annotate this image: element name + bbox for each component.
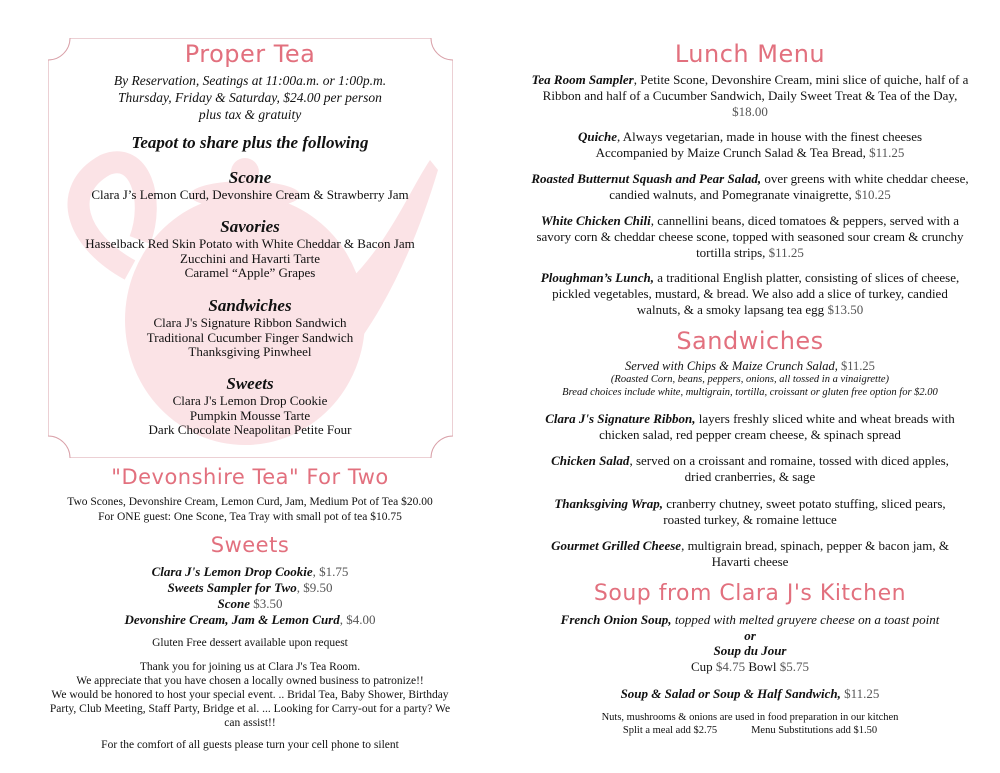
- lunch-item-desc: , Always vegetarian, made in house with the finest cheeses Accompanied by Maize Crunch Salad & Tea Bread,: [595, 129, 923, 160]
- subst-note: Menu Substitutions add $1.50: [751, 725, 878, 736]
- lunch-item-desc: , Petite Scone, Devonshire Cream, mini slice of quiche, half of a Ribbon and half of a Cucumber Sandwich, Daily Sweet Treat & Tea of the Day,: [542, 72, 969, 103]
- sandwich-item-name: Gourmet Grilled Cheese: [551, 538, 682, 553]
- combo-line: [530, 686, 970, 702]
- french-onion-line: [530, 612, 970, 628]
- lunch-item-price: $11.25: [768, 245, 804, 260]
- lunch-item: [530, 72, 970, 120]
- sweets-list: [40, 564, 460, 628]
- sandwich-item-desc: , served on a croissant and romaine, tossed with diced apples, dried cranberries, & sage: [629, 453, 949, 484]
- soup-or: or: [744, 627, 756, 643]
- split-subst-line: [530, 725, 970, 736]
- devonshire-line: For ONE guest: One Scone, Tea Tray with small pot of tea $10.75: [98, 511, 402, 523]
- lunch-item-price: $13.50: [827, 302, 864, 317]
- lunch-item-name: Roasted Butternut Squash and Pear Salad,: [531, 171, 762, 186]
- sandwiches-items: [40, 316, 460, 360]
- list-item: Zucchini and Havarti Tarte: [180, 250, 320, 266]
- sweet-name: Scone: [217, 596, 250, 611]
- bowl-price: $5.75: [779, 658, 810, 674]
- sandwich-item-name: Thanksgiving Wrap,: [554, 496, 663, 511]
- sandwich-item: [540, 538, 960, 570]
- sandwich-item-desc: cranberry chutney, sweet potato stuffing, sliced pears, roasted turkey, & romaine lettuce: [662, 496, 946, 527]
- sweets-title: Sweets: [210, 533, 290, 557]
- list-item: [40, 580, 460, 596]
- devonshire-line: Two Scones, Devonshire Cream, Lemon Curd, Jam, Medium Pot of Tea $20.00: [67, 496, 433, 508]
- list-item: Caramel “Apple” Grapes: [184, 265, 316, 280]
- sandwich-item-name: Clara J's Signature Ribbon,: [545, 411, 696, 426]
- sweet-price: , $1.75: [312, 564, 349, 579]
- proper-tea-title: Proper Tea: [184, 40, 316, 68]
- sandwiches-note1: (Roasted Corn, beans, peppers, onions, all tossed in a vinaigrette): [610, 374, 890, 385]
- lunch-title: Lunch Menu: [674, 40, 826, 68]
- lunch-item-price: $18.00: [732, 104, 768, 119]
- sweet-name: Devonshire Cream, Jam & Lemon Curd: [124, 612, 340, 627]
- scone-title: Scone: [228, 168, 272, 187]
- proper-tea-intro: [40, 72, 460, 123]
- gluten-note: Gluten Free dessert available upon request: [152, 637, 348, 649]
- lunch-item-name: Tea Room Sampler: [531, 72, 634, 87]
- lunch-item-name: White Chicken Chili: [540, 213, 651, 228]
- bowl-label: Bowl: [745, 658, 780, 674]
- savories-items: [40, 237, 460, 281]
- french-onion-desc: topped with melted gruyere cheese on a toast point: [671, 612, 940, 627]
- sandwich-item: [540, 496, 960, 528]
- lunch-item-name: Ploughman’s Lunch,: [540, 270, 654, 285]
- sweets-box-title: Sweets: [226, 374, 274, 393]
- cup-label: Cup: [690, 658, 716, 674]
- intro-line: By Reservation, Seatings at 11:00a.m. or 1:00p.m.: [113, 73, 387, 88]
- sweets-box-items: [40, 394, 460, 438]
- list-item: Pumpkin Mousse Tarte: [189, 407, 311, 423]
- cup-price: $4.75: [715, 658, 746, 674]
- sweet-price: $3.50: [250, 596, 283, 611]
- lunch-item: [530, 213, 970, 261]
- list-item: Clara J's Signature Ribbon Sandwich: [153, 315, 347, 330]
- closing-line: Thank you for joining us at Clara J's Tea Room.: [139, 661, 361, 673]
- sandwich-item: [540, 453, 960, 485]
- lunch-item-desc: , cannellini beans, diced tomatoes & peppers, served with a savory corn & cheddar cheese scone, topped with seasoned sour cream & crunchy tortilla strips,: [536, 213, 964, 260]
- sandwiches-title: Sandwiches: [676, 327, 824, 355]
- devonshire-lines: [40, 495, 460, 525]
- list-item: Traditional Cucumber Finger Sandwich: [146, 329, 354, 345]
- soup-prices: [530, 659, 970, 675]
- savories-title: Savories: [220, 217, 280, 236]
- list-item: Clara J's Lemon Drop Cookie: [172, 393, 328, 408]
- lunch-item-price: $10.25: [855, 187, 891, 202]
- sandwiches-title: Sandwiches: [208, 296, 292, 315]
- lunch-item-desc: over greens with white cheddar cheese, candied walnuts, and Pomegranate vinaigrette,: [609, 171, 969, 202]
- closing-line: Party, Club Meeting, Staff Party, Bridge et al. ... Looking for Carry-out for a party? We: [49, 703, 451, 715]
- closing-text: [40, 660, 460, 730]
- list-item: Dark Chocolate Neapolitan Petite Four: [148, 422, 352, 437]
- combo-price: $11.25: [840, 686, 880, 701]
- lunch-item: [550, 129, 950, 161]
- nuts-note: Nuts, mushrooms & onions are used in food preparation in our kitchen: [601, 712, 899, 723]
- served-text: Served with Chips & Maize Crunch Salad,: [625, 359, 842, 373]
- soup-block: [530, 612, 970, 674]
- teapot-line: Teapot to share plus the following: [131, 133, 369, 152]
- lunch-item-name: Quiche: [577, 129, 617, 144]
- sweet-name: Clara J's Lemon Drop Cookie: [151, 564, 313, 579]
- list-item: Clara J’s Lemon Curd, Devonshire Cream & Strawberry Jam: [91, 187, 409, 202]
- phone-note: For the comfort of all guests please turn your cell phone to silent: [101, 739, 399, 751]
- sandwich-item-name: Chicken Salad: [551, 453, 630, 468]
- sandwich-item: [530, 411, 970, 443]
- closing-line: We would be honored to host your special event. .. Bridal Tea, Baby Shower, Birthday: [51, 689, 449, 701]
- lunch-item: [530, 270, 970, 318]
- lunch-item-desc: a traditional English platter, consisting of slices of cheese, pickled vegetables, mustard, & bread. We also add a slice of turkey, candied walnuts, & a smoky lapsang tea egg: [552, 270, 960, 317]
- closing-line: We appreciate that you have chosen a locally owned business to patronize!!: [76, 675, 424, 687]
- lunch-item: [530, 171, 970, 203]
- devonshire-title: "Devonshire Tea" For Two: [111, 465, 389, 489]
- sweet-price: , $9.50: [296, 580, 333, 595]
- sandwich-item-desc: , multigrain bread, spinach, pepper & bacon jam, & Havarti cheese: [681, 538, 949, 569]
- intro-line: Thursday, Friday & Saturday, $24.00 per person: [118, 90, 382, 105]
- list-item: [40, 564, 460, 580]
- soup-du-jour: Soup du Jour: [713, 643, 787, 658]
- french-onion-name: French Onion Soup,: [560, 612, 672, 627]
- sandwiches-note2: Bread choices include white, multigrain, tortilla, croissant or gluten free option for $2.00: [562, 387, 938, 398]
- list-item: [40, 612, 460, 628]
- list-item: Thanksgiving Pinwheel: [188, 344, 312, 359]
- sandwiches-served: [530, 358, 970, 374]
- scone-items: [40, 187, 460, 203]
- sandwich-item-desc: layers freshly sliced white and wheat breads with chicken salad, red pepper cream cheese, & spinach spread: [599, 411, 955, 442]
- soup-title: Soup from Clara J's Kitchen: [593, 581, 907, 606]
- list-item: [40, 596, 460, 612]
- closing-line: can assist!!: [224, 717, 276, 729]
- lunch-item-price: $11.25: [869, 145, 905, 160]
- combo-name: Soup & Salad or Soup & Half Sandwich,: [620, 686, 841, 701]
- list-item: Hasselback Red Skin Potato with White Cheddar & Bacon Jam: [85, 236, 415, 251]
- intro-line: plus tax & gratuity: [198, 107, 302, 122]
- served-price: $11.25: [841, 359, 875, 373]
- split-note: Split a meal add $2.75: [622, 725, 718, 736]
- sweet-name: Sweets Sampler for Two: [167, 580, 297, 595]
- sweet-price: , $4.00: [339, 612, 376, 627]
